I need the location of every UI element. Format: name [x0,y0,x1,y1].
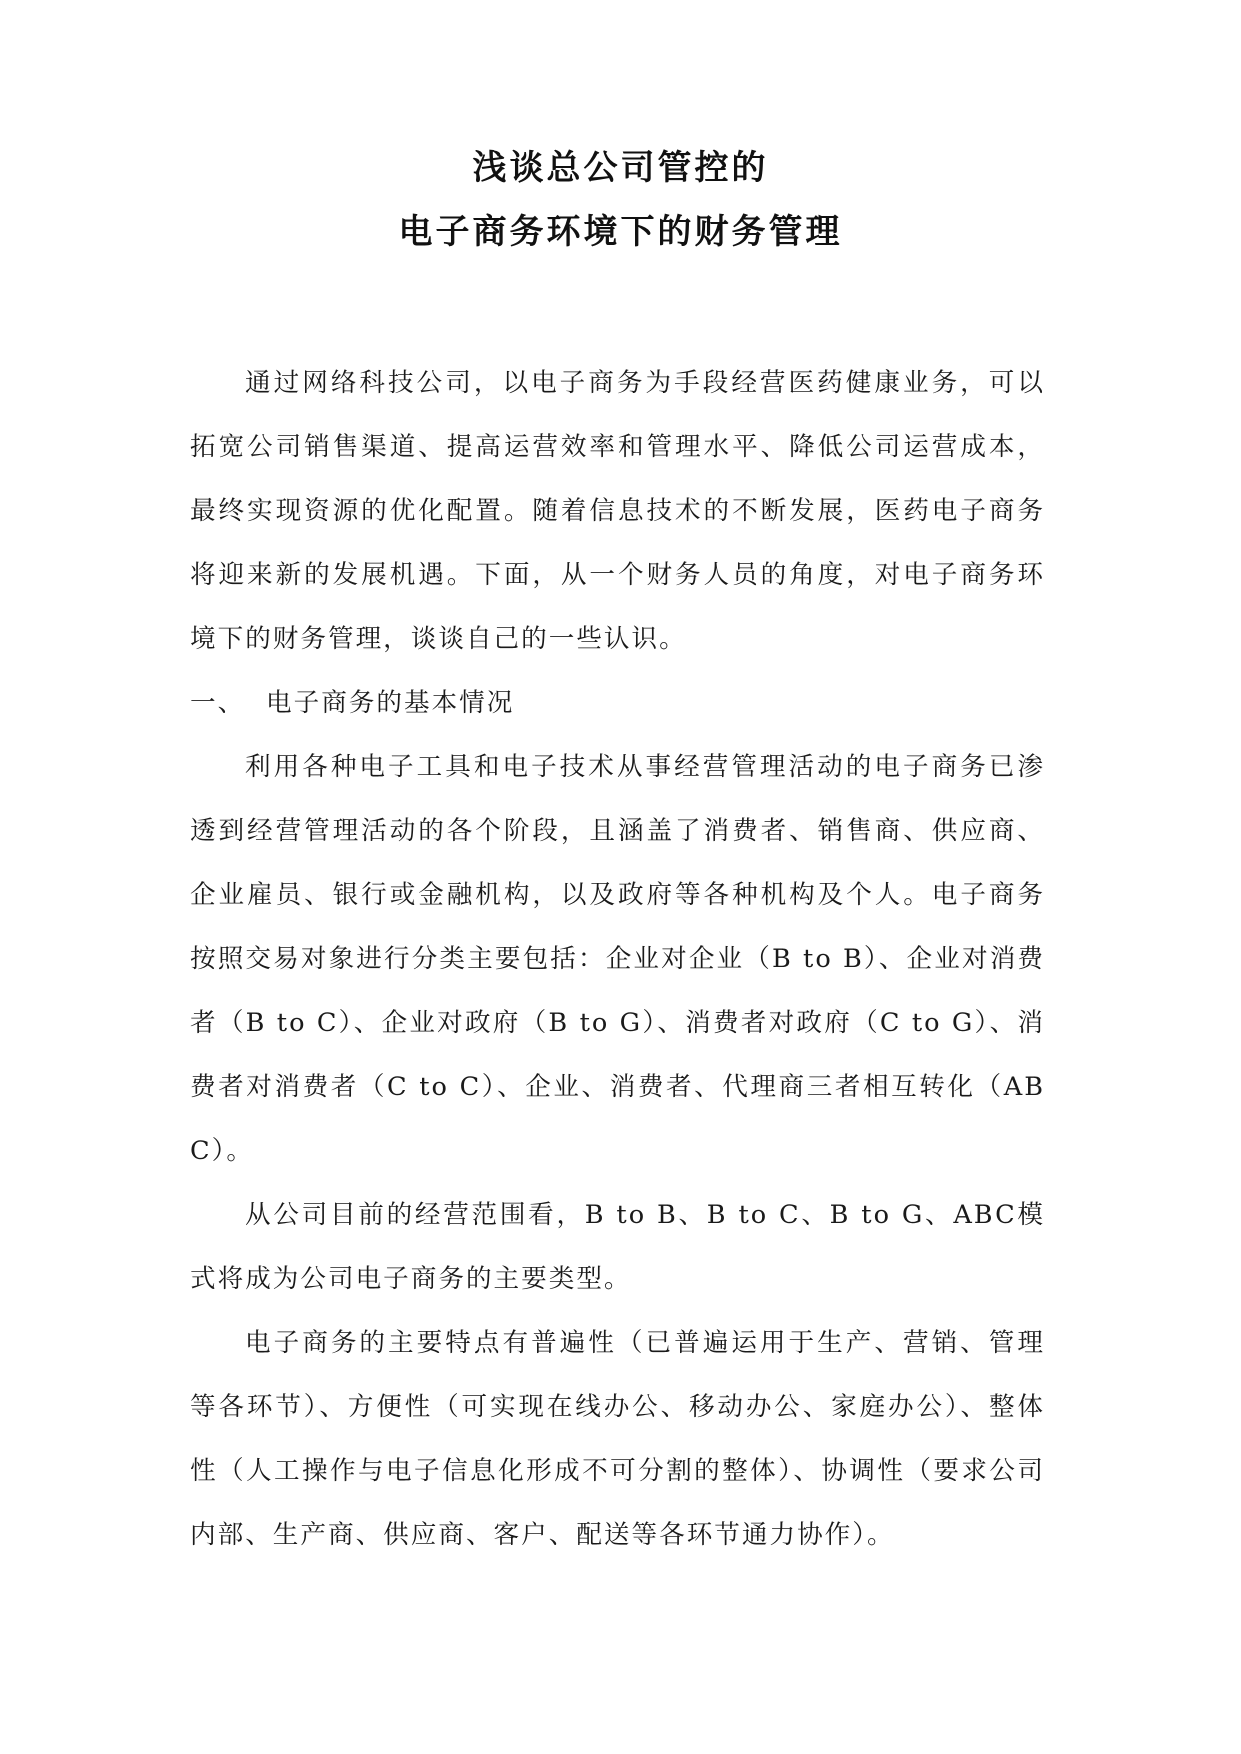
section-heading-1 [190,671,1045,735]
document-body [190,351,1045,1567]
paragraph-features: 电子商务的主要特点有普遍性（已普遍运用于生产、营销、管理等各环节）、方便性（可实现在线办公、移动办公、家庭办公）、整体性（人工操作与电子信息化形成不可分割的整体）、协调性（要求公司内部、生产商、供应商、客户、配送等各环节通力协作）。 [190,1328,1045,1550]
paragraph-classification: 利用各种电子工具和电子技术从事经营管理活动的电子商务已渗透到经营管理活动的各个阶段，且涵盖了消费者、销售商、供应商、企业雇员、银行或金融机构，以及政府等各种机构及个人。电子商务按照交易对象进行分类主要包括：企业对企业（B to B）、企业对消费者（B to C）、企业对政府（B to G）、消费者对政府（C to G）、消费者对消费者（C to C）、企业、消费者、代理商三者相互转化（ABC）。 [190,752,1045,1166]
title-line-2: 电子商务环境下的财务管理 [398,212,843,252]
section-number: 一、 [190,688,246,718]
paragraph-scope: 从公司目前的经营范围看，B to B、B to C、B to G、ABC模式将成为公司电子商务的主要类型。 [190,1200,1045,1294]
title-line-1: 浅谈总公司管控的 [472,148,769,188]
section-title: 电子商务的基本情况 [266,688,515,718]
paragraph-intro: 通过网络科技公司，以电子商务为手段经营医药健康业务，可以拓宽公司销售渠道、提高运营效率和管理水平、降低公司运营成本，最终实现资源的优化配置。随着信息技术的不断发展，医药电子商务将迎来新的发展机遇。下面，从一个财务人员的角度，对电子商务环境下的财务管理，谈谈自己的一些认识。 [190,368,1045,654]
document-title [0,150,1241,250]
